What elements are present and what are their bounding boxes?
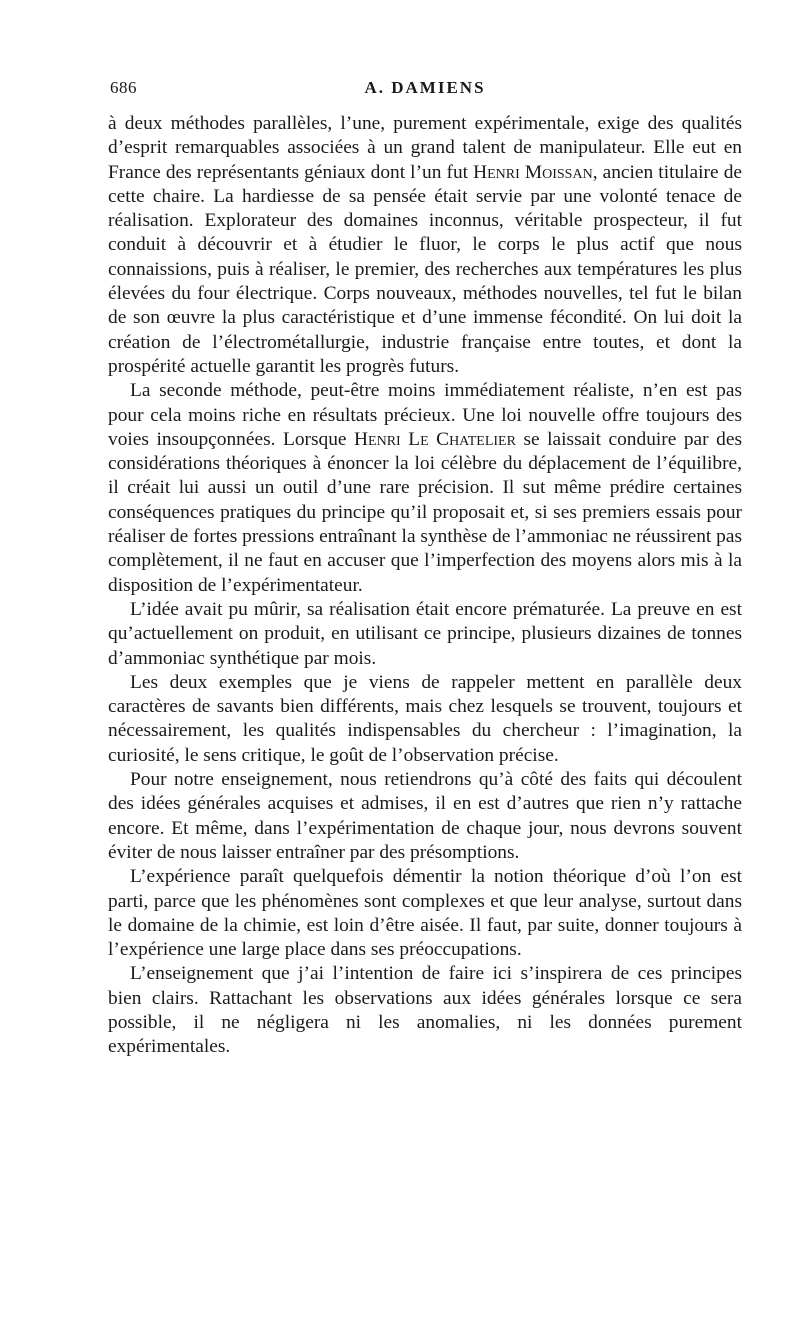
paragraph	[108, 865, 742, 962]
paragraph	[108, 379, 742, 598]
paragraph-text: L’idée avait pu mûrir, sa réalisation était encore prématurée. La preuve en est qu’actuellement on produit, en utilisant ce principe, plusieurs dizaines de tonnes d’ammoniac synthétique par mois.	[108, 598, 742, 669]
paragraph	[108, 112, 742, 379]
paragraph	[108, 962, 742, 1059]
paragraph-text: La seconde méthode, peut-être moins immédiatement réaliste, n’en est pas pour cela moins riche en résultats précieux. Une loi nouvelle offre toujours des voies insoupçonnées. Lorsque	[108, 380, 742, 450]
paragraph-text: L’expérience paraît quelquefois démentir la notion théorique d’où l’on est parti, parce que les phénomènes sont complexes et que leur analyse, surtout dans le domaine de la chimie, est loin d’être aisée. Il faut, par suite, donner toujours à l’expérience une large place dans ses préoccupations.	[108, 866, 742, 961]
paragraph	[108, 768, 742, 865]
paragraph	[108, 598, 742, 671]
paragraph-text: L’enseignement que j’ai l’intention de faire ici s’inspirera de ces principes bien clairs. Rattachant les observations aux idées générales lorsque ce sera possible, il ne négligera ni les anomalies, ni les données purement expérimentales.	[108, 963, 742, 1058]
paragraph-text: se laissait conduire par des considérations théoriques à énoncer la loi célèbre du déplacement de l’équilibre, il créait lui aussi un outil d’une rare précision. Il sut même prédire certaines conséquences pratiques du principe qu’il proposait et, si ses premiers essais pour réaliser de fortes pressions entraînant la synthèse de l’ammoniac ne réussirent pas complètement, il ne faut en accuser que l’imperfection des moyens alors mis à la disposition de l’expérimentateur.	[108, 428, 742, 596]
paragraph-text: Les deux exemples que je viens de rappeler mettent en parallèle deux caractères de savants bien différents, mais chez lesquels se trouvent, toujours et nécessairement, les qualités indispensables du chercheur : l’imagination, la curiosité, le sens critique, le goût de l’observation précise.	[108, 671, 742, 766]
page-number: 686	[110, 78, 137, 97]
body-text	[108, 112, 742, 1060]
paragraph-text: , ancien titulaire de cette chaire. La hardiesse de sa pensée était servie par une volonté tenace de réalisation. Explorateur des domaines inconnus, véritable prospecteur, il fut conduit à découvrir et à étudier le fluor, le corps le plus actif que nous connaissions, puis à réaliser, le premier, des recherches aux températures les plus élevées du four électrique. Corps nouveaux, méthodes nouvelles, tel fut le bilan de son œuvre la plus caractéristique et d’une immense fécondité. On lui doit la création de l’électrométallurgie, industrie française entre toutes, et dont la prospérité actuelle garantit les progrès futurs.	[108, 161, 742, 377]
paragraph-text: à deux méthodes parallèles, l’une, purement expérimentale, exige des qualités d’esprit remarquables associées à un grand talent de manipulateur. Elle eut en France des représentants géniaux dont l’un fut	[108, 113, 742, 183]
person-name: Henri Le Chatelier	[354, 428, 516, 450]
paragraph	[108, 671, 742, 768]
running-head: A. DAMIENS	[364, 78, 486, 97]
page-header	[110, 78, 740, 102]
person-name: Henri Moissan	[473, 161, 593, 183]
paragraph-text: Pour notre enseignement, nous retiendrons qu’à côté des faits qui découlent des idées générales acquises et admises, il en est d’autres que rien n’y rattache encore. Et même, dans l’expérimentation de chaque jour, nous devrons souvent éviter de nous laisser entraîner par des présomptions.	[108, 769, 742, 863]
